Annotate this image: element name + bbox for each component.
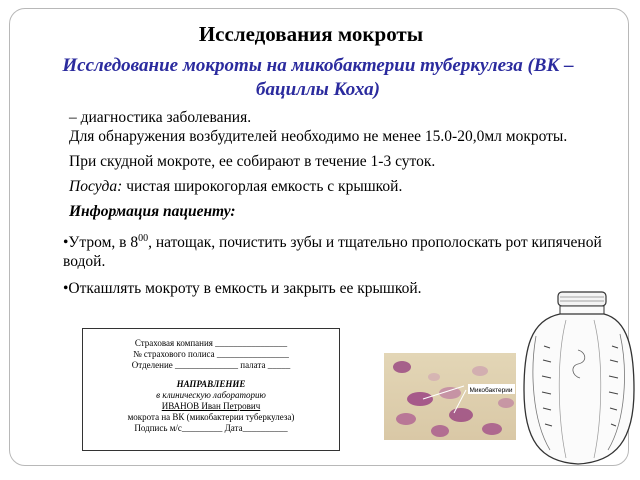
form-patient: ИВАНОВ Иван Петрович (161, 401, 261, 411)
micrograph-image (384, 353, 516, 440)
form-heading: НАПРАВЛЕНИЕ (176, 379, 246, 389)
micrograph-svg (384, 353, 516, 440)
patient-info-heading: Информация пациенту: (69, 203, 236, 220)
dishes-text: чистая широкогорлая емкость с крышкой. (126, 178, 403, 195)
jar-svg (520, 290, 638, 468)
dishes-label: Посуда: (69, 178, 123, 195)
page-title: Исследования мокроты (198, 22, 424, 46)
paragraph-scant: При скудной мокроте, ее собирают в течение 1-3 суток. (69, 153, 436, 170)
form-policy: № страхового полиса ________________ (133, 349, 289, 359)
jar-illustration (520, 290, 638, 468)
referral-form (82, 328, 340, 451)
form-department: Отделение ______________ палата _____ (131, 360, 291, 370)
body-text (63, 108, 608, 298)
form-insurance: Страховая компания ________________ (134, 338, 288, 348)
paragraph-volume: Для обнаружения возбудителей необходимо не менее 15.0-20,0мл мокроты. (69, 128, 568, 145)
bullet-cough: •Откашлять мокроту в емкость и закрыть ее крышкой. (63, 280, 422, 298)
paragraph-diagnosis: – диагностика заболевания. (69, 109, 252, 126)
paragraph-dishes (63, 177, 608, 196)
form-lab: в клиническую лабораторию (156, 390, 266, 400)
bullet-morning: •Утром, в $8^{00}$, натощак, почистить зубы и тщательно прополоскать рот кипяченой водой. (63, 233, 602, 271)
form-analysis: мокрота на ВК (микобактерии туберкулеза) (127, 412, 295, 422)
form-signature: Подпись м/с_________ Дата__________ (134, 423, 288, 433)
micro-label: Микобактерии (469, 387, 513, 394)
page-subtitle: Исследование мокроты на микобактерии туберкулеза (ВК – бациллы Коха) (62, 55, 574, 100)
